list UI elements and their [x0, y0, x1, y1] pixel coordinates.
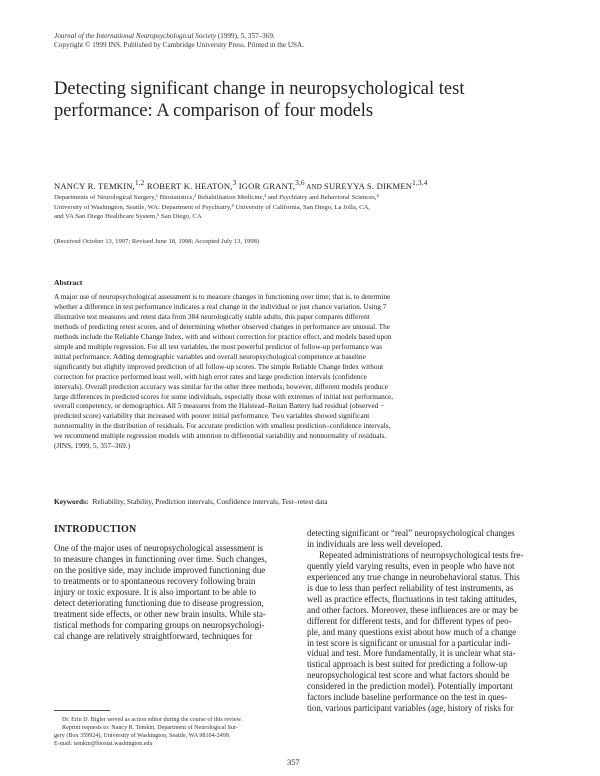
author-2-sup: 3 [232, 179, 237, 187]
author-1-sup: 1,2 [135, 179, 145, 187]
affiliation-line: University of Washington, Seattle, WA; Department of Psychiatry,⁵ University of California, San Diego, La Jolla, CA, [54, 203, 371, 211]
section-heading-introduction: INTRODUCTION [54, 524, 137, 535]
abstract-line: large differences in predicted scores for some individuals, especially those with extremes of initial test performance, [54, 391, 394, 401]
body-line: One of the major uses of neuropsychological assessment is [54, 543, 264, 553]
affiliation-line: and VA San Diego Healthcare System,⁶ San Diego, CA [54, 213, 202, 220]
author-4: SUREYYA S. DIKMEN [324, 180, 413, 191]
body-line: injury or toxic exposure. It is also important to be able to [54, 586, 257, 597]
body-column-right [307, 528, 545, 714]
abstract-line: we recommend multiple regression models with attention to differential variability and nonnormality of residuals. [54, 431, 387, 441]
author-1: NANCY R. TEMKIN, [54, 180, 136, 191]
abstract-line: intervals). Overall prediction accuracy was similar for the other three methods; however, different models produce [54, 381, 388, 391]
body-line: is due to less than perfect reliability of test instruments, as [307, 582, 514, 593]
body-line: neuropsychological test score and what factors should be [307, 670, 510, 681]
abstract-line: methods include the Reliable Change Index, with and without correction for practice effect, and models based upon [54, 331, 392, 341]
abstract-body [54, 292, 558, 451]
page-number: 357 [287, 758, 300, 767]
body-line: on the positive side, may include improved functioning due [54, 564, 266, 575]
abstract-line: A major use of neuropsychological assessment is to measure changes in functioning over time; that is, to determine [54, 292, 391, 301]
body-line: in test score is significant or unusual for a particular indi- [307, 637, 511, 648]
body-line: ple, and many questions exist about how much of a change [307, 626, 517, 637]
paper-title [54, 78, 524, 122]
abstract-line: simple and multiple regression. For all test variables, the most powerful predictor of follow-up performance was [54, 341, 383, 351]
body-line: factors include baseline performance on the test in ques- [307, 692, 508, 703]
footnote-line: gery (Box 359924), University of Washington, Seattle, WA 98104-2499. [54, 733, 231, 739]
abstract-line: nonnormality in the distribution of residuals. For accurate prediction with smallest prediction–confidence intervals, [54, 421, 391, 431]
abstract-line: predicted score) variability that increased with poorer initial performance. Two variables showed significant [54, 411, 370, 421]
body-line: and other factors. Moreover, these influences are or may be [307, 604, 518, 615]
copyright-line: Copyright © 1999 INS. Published by Cambridge University Press. Printed in the USA. [54, 41, 305, 49]
author-3: IGOR GRANT, [236, 180, 296, 191]
author-3-sup: 3,6 [295, 179, 305, 187]
keywords-label: Keywords: [54, 497, 89, 506]
abstract-line: overall competency, or demographics. All 5 measures from the Halstead–Reitan Battery had residual (observed − [54, 401, 385, 411]
author-and: AND [304, 182, 325, 191]
body-line: to treatments or to spontaneous recovery following brain [54, 575, 256, 586]
affiliation-line: Departments of Neurological Surgery,¹ Biostatistics,² Rehabilitation Medicine,³ and Psychiatry and Behavioral Sciences,⁴ [54, 194, 379, 201]
abstract-line: whether a difference in test performance indicates a real change in the individual or just chance variation. Using 7 [54, 301, 387, 311]
title-line-1: Detecting significant change in neuropsychological test [54, 79, 465, 99]
keywords [54, 497, 558, 506]
body-line: considered in the prediction model). Potentially important [307, 681, 513, 692]
body-line: Repeated administrations of neuropsychological tests fre- [319, 549, 524, 560]
abstract-heading: Abstract [54, 278, 83, 287]
footnote [54, 716, 294, 748]
abstract-line: methods of predicting retest scores, and of determining whether observed changes in performance are unusual. The [54, 321, 391, 331]
body-line: tistical methods for comparing groups on neuropsychologi- [54, 619, 265, 630]
abstract-line: significantly but slightly improved prediction of all follow-up scores. The simple Reliable Change Index without [54, 361, 384, 371]
body-line: tistical approach is best suited for predicting a follow-up [307, 659, 508, 670]
journal-citation-tail: (1999), 5, 357–369. [216, 32, 275, 40]
abstract-line: correction for practice performed least well, with high error rates and large prediction intervals (confidence [54, 371, 367, 381]
body-line: to measure changes in functioning over time. Such changes, [54, 553, 267, 564]
footnote-line: Dr. Erin D. Bigler served as action editor during the course of this review. [62, 717, 242, 723]
body-line: different for different tests, and for different types of peo- [307, 615, 512, 626]
body-column-left [54, 543, 290, 642]
keywords-text: Reliability, Stability, Prediction intervals, Confidence intervals, Test–retest data [92, 497, 328, 506]
received-dates: (Received October 13, 1997; Revised June 18, 1998; Accepted July 13, 1998) [54, 238, 260, 245]
footnote-line: E-mail: temkin@biostat.washington.edu [54, 741, 153, 747]
abstract-line: initial performance. Adding demographic variables and overall neuropsychological competence at baseline [54, 351, 366, 361]
body-line: cal change are relatively straightforward, techniques for [54, 630, 253, 641]
journal-citation [54, 32, 304, 41]
abstract-line: (JINS, 1999, 5, 357–369.) [54, 441, 131, 451]
body-line: detect deteriorating functioning due to disease progression, [54, 597, 264, 608]
author-4-sup: 1,3,4 [412, 179, 428, 187]
body-line: vidual and test. More fundamentally, it is unclear what sta- [307, 648, 516, 659]
body-line: tion, various participant variables (age, history of risks for [307, 703, 514, 714]
journal-name: Journal of the International Neuropsychological Society [54, 32, 217, 40]
body-line: experienced any true change in neurobehavioral status. This [307, 571, 520, 582]
affiliations [54, 193, 554, 222]
author-list [54, 179, 554, 191]
footnote-line: Reprint requests to: Nancy R. Temkin, Department of Neurological Sur- [62, 725, 238, 731]
body-line: well as practice effects, fluctuations in test taking attitudes, [307, 593, 517, 604]
title-line-2: performance: A comparison of four models [54, 101, 374, 121]
body-line: in individuals are less well developed. [307, 538, 443, 549]
author-2: ROBERT K. HEATON, [144, 180, 233, 191]
body-line: quently yield varying results, even in people who have not [307, 560, 515, 571]
journal-header [54, 32, 304, 50]
abstract-line: illustrative test measures and retest data from 384 neurologically stable adults, this paper compares different [54, 311, 370, 321]
footnote-divider [54, 710, 110, 711]
body-line: treatment side effects, or other new brain insults. While sta- [54, 608, 266, 619]
body-line: detecting significant or “real” neuropsychological changes [307, 528, 515, 538]
